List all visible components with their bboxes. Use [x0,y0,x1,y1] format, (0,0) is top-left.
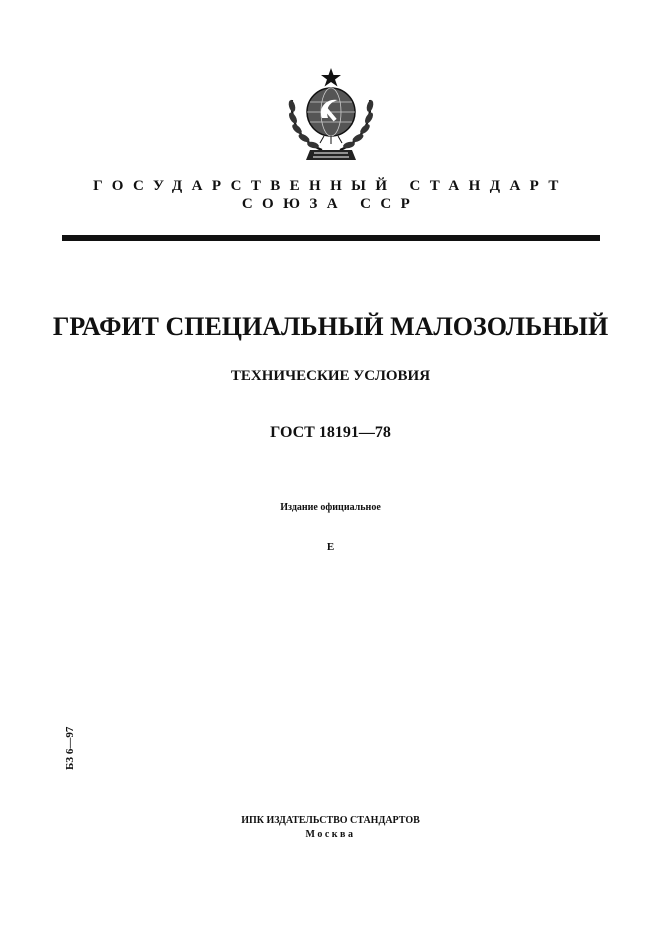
publisher: ИПК ИЗДАТЕЛЬСТВО СТАНДАРТОВ [241,815,420,826]
ussr-state-emblem-icon [280,66,382,170]
document-title: ГРАФИТ СПЕЦИАЛЬНЫЙ МАЛОЗОЛЬНЫЙ [52,312,609,341]
city: Москва [305,829,356,840]
header-line-2: СОЮЗА ССР [241,196,420,212]
document-subtitle: ТЕХНИЧЕСКИЕ УСЛОВИЯ [230,368,431,384]
horizontal-rule [62,235,600,241]
group-letter: Е [326,541,335,553]
standard-number: ГОСТ 18191—78 [270,424,391,441]
edition-note: Издание официальное [280,502,381,513]
side-code: БЗ 6—97 [64,726,76,770]
header-line-1: ГОСУДАРСТВЕННЫЙ СТАНДАРТ [93,178,568,194]
